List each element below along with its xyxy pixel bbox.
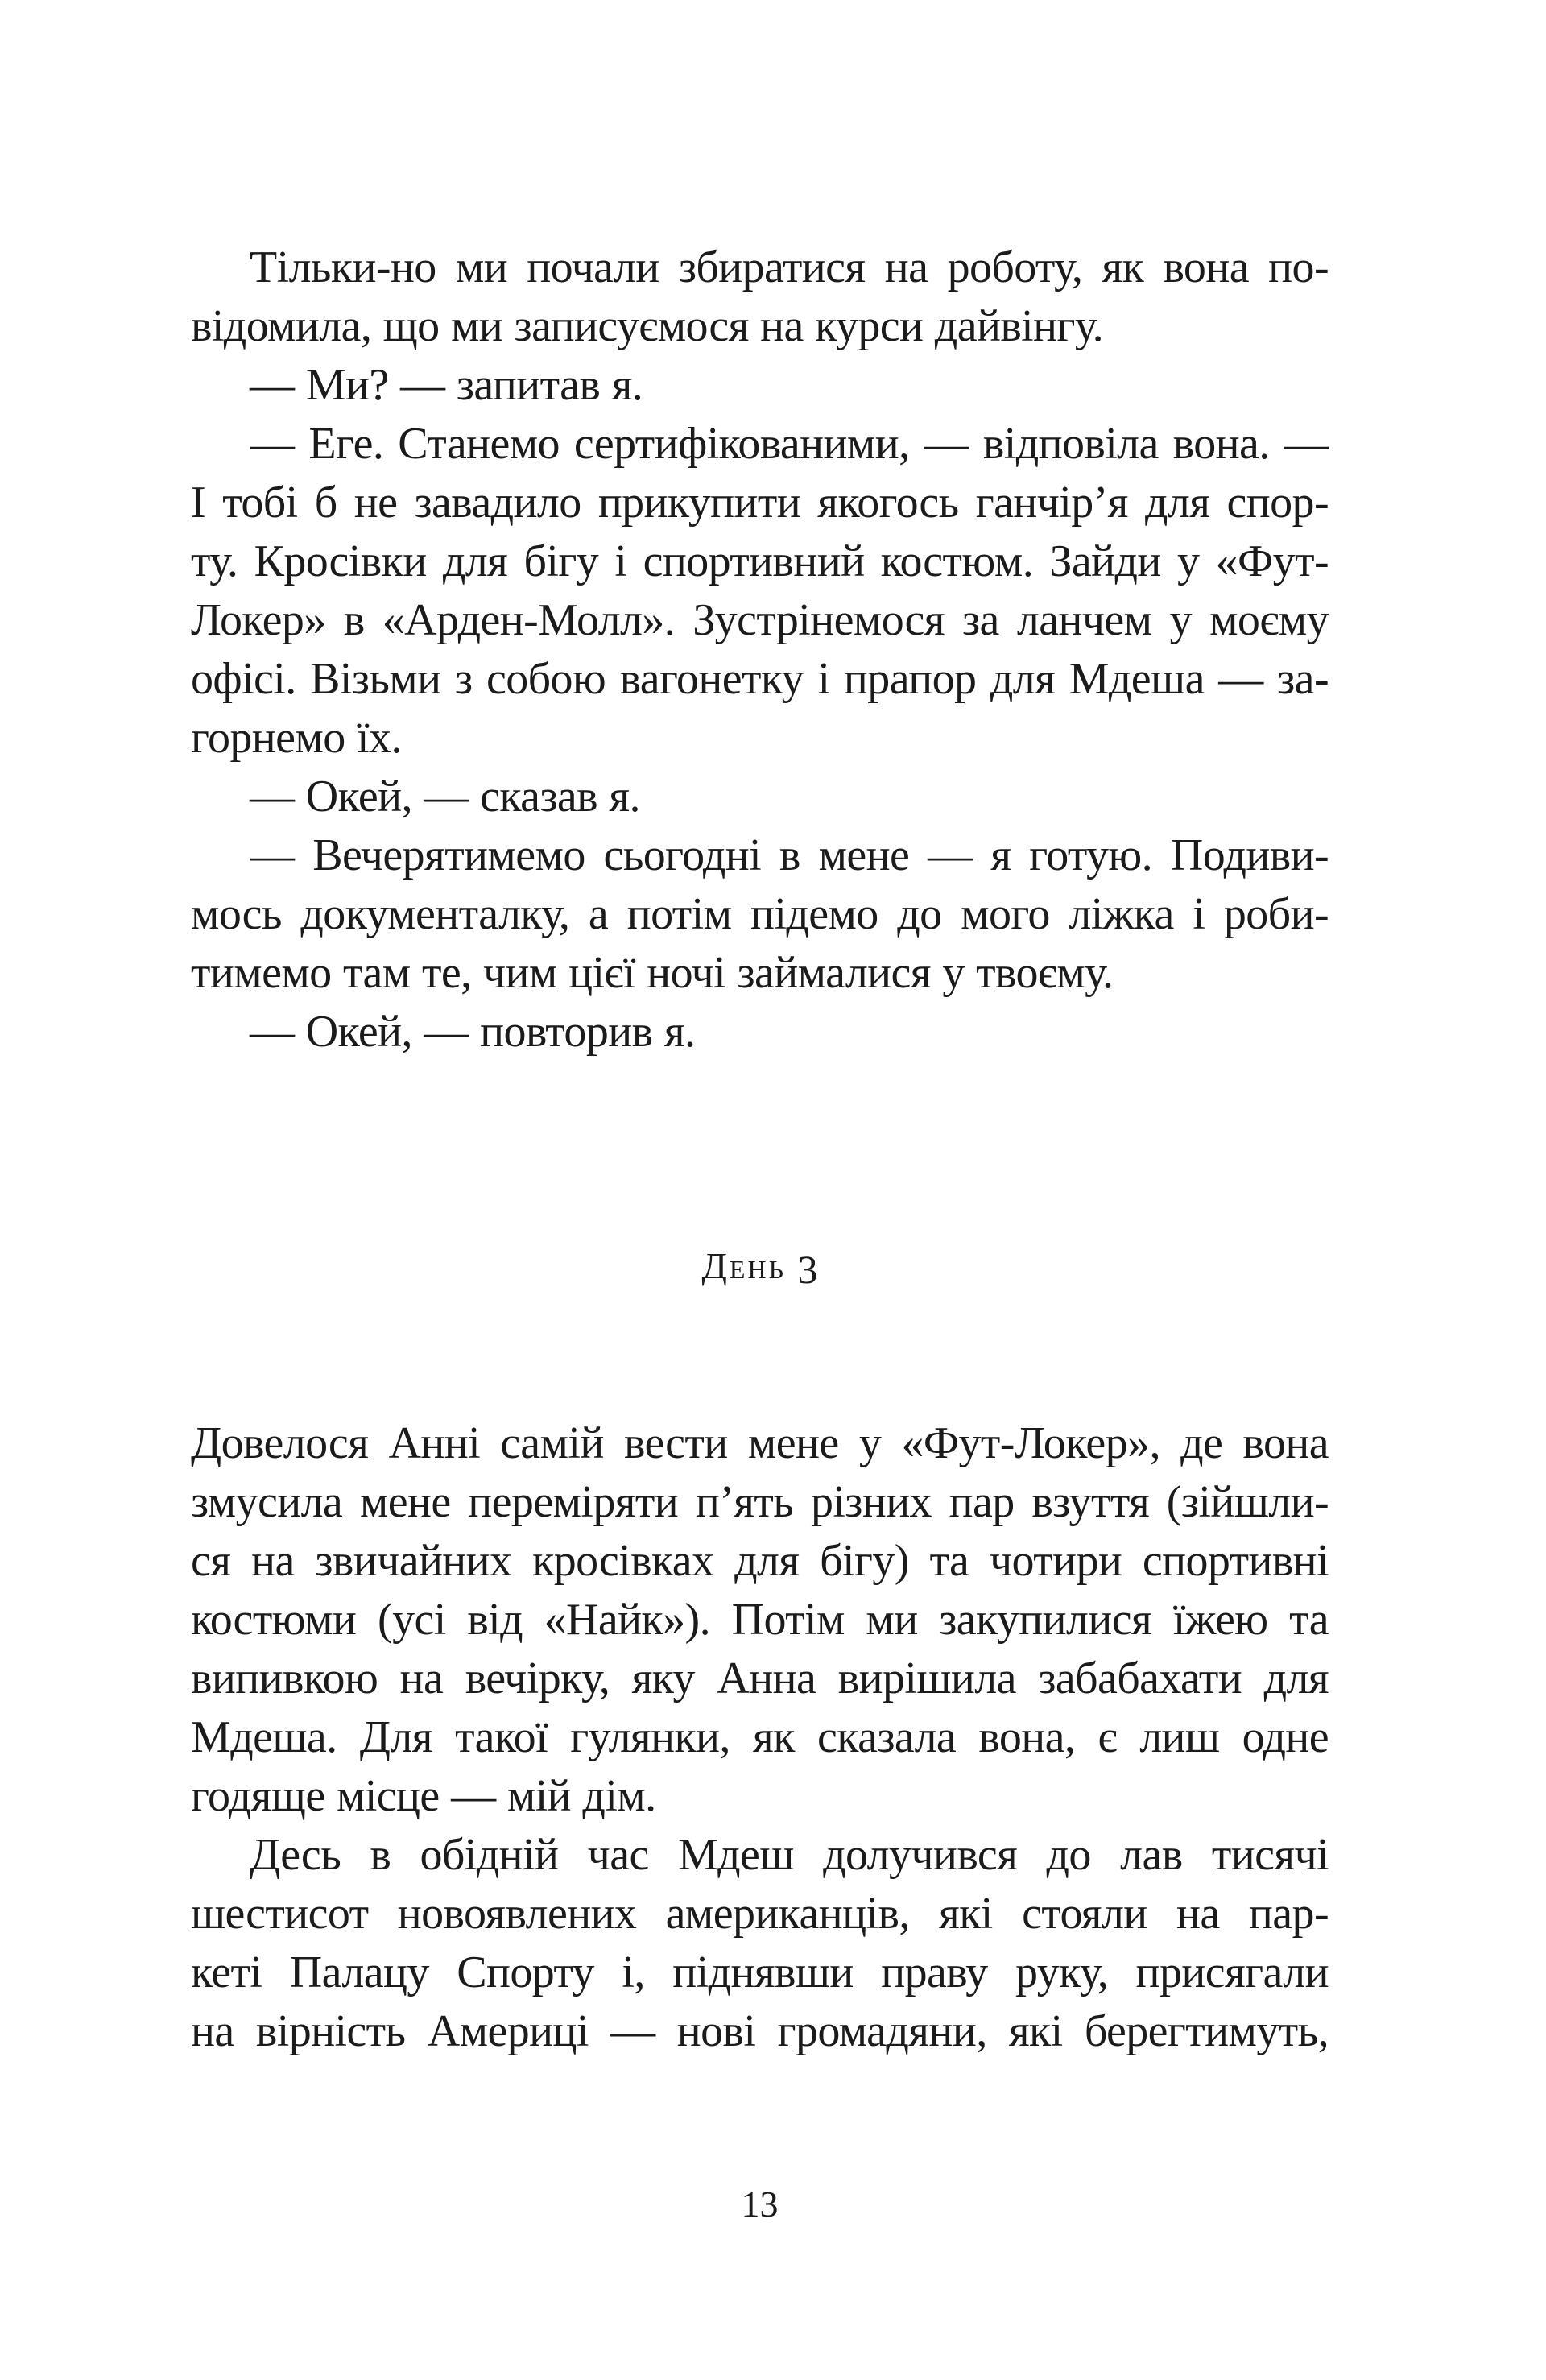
text-line: Довелося Анні самій вести мене у «Фут-Локер», де вона	[191, 1418, 1329, 1468]
text-line: — Окей, — сказав я.	[250, 772, 640, 822]
text-line: Десь в обідній час Мдеш долучився до лав тисячі	[250, 1830, 1329, 1880]
text-line: тимемо там те, чим цієї ночі займалися у твоєму.	[191, 948, 1114, 998]
chapter-heading	[0, 1240, 1519, 1290]
text-line: відомила, що ми записуємося на курси дайвінгу.	[191, 301, 1104, 351]
text-line: — Окей, — повторив я.	[250, 1007, 696, 1057]
text-line: І тобі б не завадило прикупити якогось ганчір’я для спор-	[191, 478, 1329, 528]
text-line: — Вечерятимемо сьогодні в мене — я готую. Подиви-	[250, 830, 1329, 880]
text-line: мось документалку, а потім підемо до мого ліжка і роби-	[191, 889, 1329, 939]
text-line: ся на звичайних кросівках для бігу) та чотири спортивні	[191, 1536, 1329, 1586]
text-line: випивкою на вечірку, яку Анна вирішила забабахати для	[191, 1654, 1329, 1703]
text-line: — Еге. Станемо сертифікованими, — відповіла вона. —	[250, 419, 1329, 469]
text-line: на вірність Америці — нові громадяни, які берегтимуть,	[191, 2006, 1329, 2056]
text-line: годяще місце — мій дім.	[191, 1771, 656, 1821]
text-line: ту. Кросівки для бігу і спортивний костюм. Зайди у «Фут-	[191, 536, 1329, 586]
chapter-heading-number: 3	[797, 1247, 818, 1292]
text-line: офісі. Візьми з собою вагонетку і прапор для Мдеша — за-	[191, 654, 1329, 704]
text-line: — Ми? — запитав я.	[250, 360, 643, 410]
text-line: Мдеша. Для такої гулянки, як сказала вона, є лиш одне	[191, 1712, 1329, 1762]
text-line: шестисот новоявлених американців, які стояли на пар-	[191, 1889, 1329, 1939]
text-line: Тільки-но ми почали збиратися на роботу, як вона по-	[250, 242, 1329, 292]
text-line: змусила мене переміряти п’ять різних пар взуття (зійшли-	[191, 1477, 1329, 1527]
chapter-heading-word: День	[701, 1245, 786, 1286]
text-line: кеті Палацу Спорту і, піднявши праву руку, присягали	[191, 1947, 1329, 1997]
text-line: горнемо їх.	[191, 713, 402, 763]
text-line: костюми (усі від «Найк»). Потім ми закупилися їжею та	[191, 1595, 1329, 1645]
page-number: 13	[741, 2183, 779, 2225]
text-line: Локер» в «Арден-Молл». Зустрінемося за ланчем у моєму	[191, 595, 1329, 645]
